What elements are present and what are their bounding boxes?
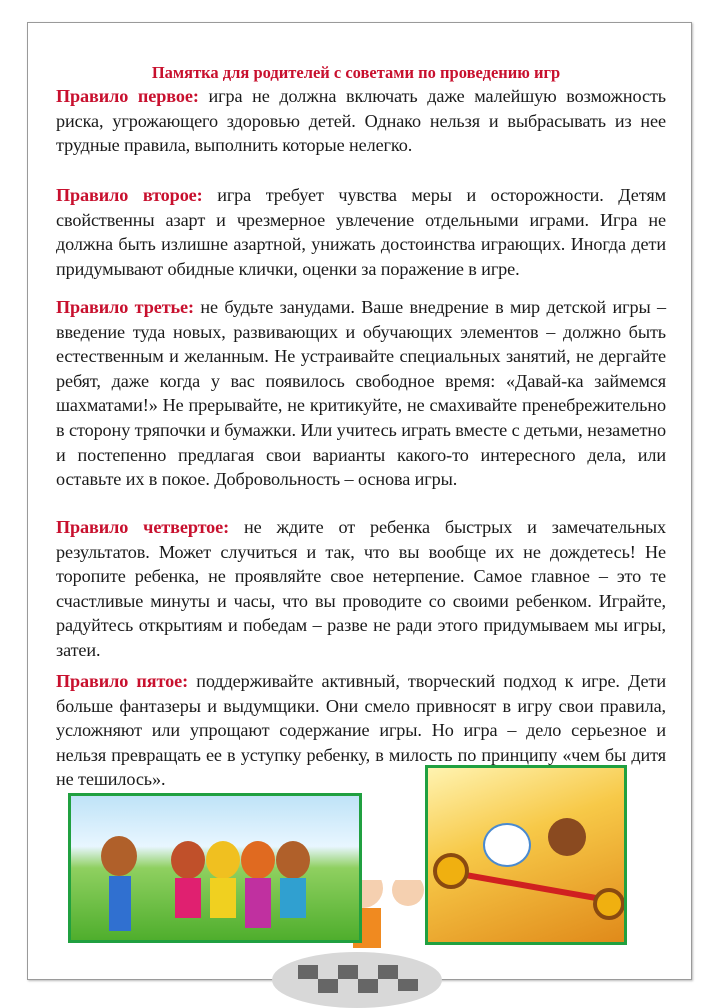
rule-4 bbox=[56, 515, 666, 663]
rule-text: игра не должна включать даже малейшую возможность риска, угрожающего здоровью детей. Однако нельзя и выбрасывать из нее трудные правила, выполнить которые нелегко. bbox=[56, 86, 666, 156]
rule-label: Правило пятое: bbox=[56, 671, 189, 691]
rule-text: поддерживайте активный, творческий подход к игре. Дети больше фантазеры и выдумщики. Они смело привносят в игру свои правила, усложняют или упрощают содержание игры. Но игра – дело серьезное и нельзя превращать ее в уступку ребенку, в милость по принципу «чем бы дитя не тешилось». bbox=[56, 671, 667, 790]
rule-text: не будьте занудами. Ваше внедрение в мир детской игры – введение туда новых, развивающих и обучающих элементов – должно быть естественным и желанным. Не устраивайте специальных занятий, не дергайте ребят, даже когда у вас появилось свободное время: «Давай-ка займемся шахматами!» Не прерывайте, не критикуйте, не смахивайте пренебрежительно в сторону тряпочки и бумажки. Или учитесь играть вместе с детьми, незаметно и постепенно предлагая свои варианты какого-то интересного дела, или оставьте их в покое. Добровольность – основа игры. bbox=[56, 297, 666, 490]
rule-label: Правило второе: bbox=[56, 185, 203, 205]
rule-label: Правило третье: bbox=[56, 297, 194, 317]
rule-2 bbox=[56, 183, 666, 281]
rule-1 bbox=[56, 84, 666, 158]
rule-label: Правило первое: bbox=[56, 86, 199, 106]
autumn-race-picture bbox=[425, 765, 627, 945]
rule-text: не ждите от ребенка быстрых и замечательных результатов. Может случиться и так, что вы вообще их не дождетесь! Не торопите ребенка, не проявляйте свое нетерпение. Самое главное – это те счастливые минуты и часы, что вы проводите со своими ребенком. Играйте, радуйтесь открытиям и победам – разве не ради этого придумываем мы игры, затеи. bbox=[56, 517, 666, 660]
rule-3 bbox=[56, 295, 666, 492]
rule-text: игра требует чувства меры и осторожности. Детям свойственны азарт и чрезмерное увлечение отдельными играми. Игра не должна быть излишне азартной, унижать достоинства играющих. Иногда дети придумывают обидные клички, оценки за поражение в игре. bbox=[56, 185, 666, 279]
rule-label: Правило четвертое: bbox=[56, 517, 230, 537]
children-meadow-picture bbox=[68, 793, 362, 943]
page-title: Памятка для родителей с советами по проведению игр bbox=[151, 63, 561, 82]
